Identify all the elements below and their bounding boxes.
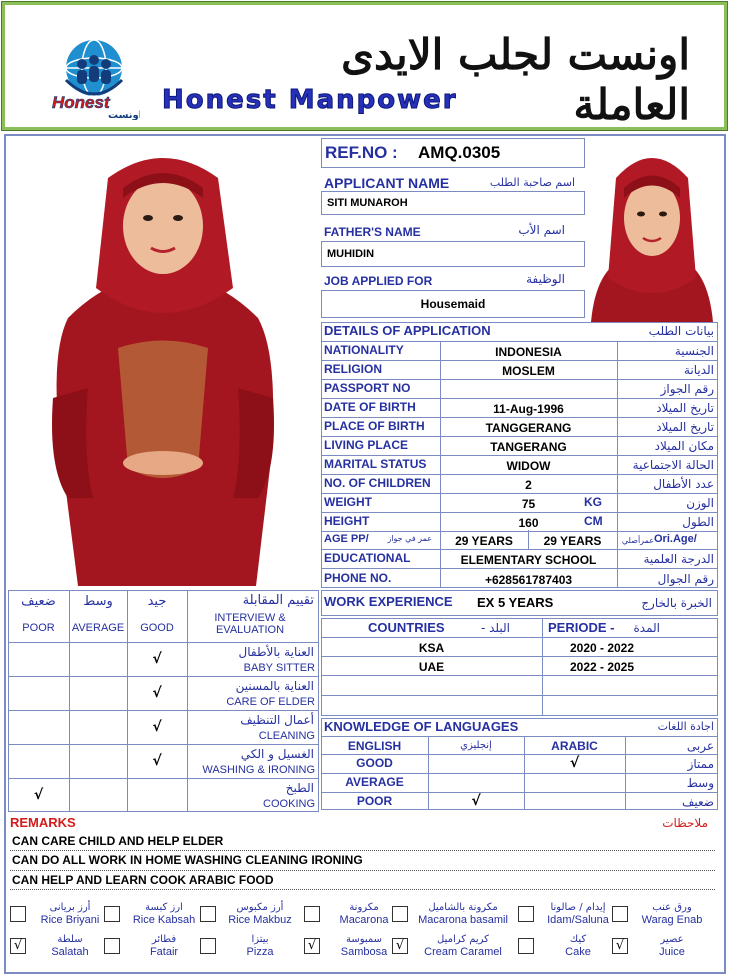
arabic-header-ar: عربى <box>686 739 714 753</box>
applicant-name-label-ar: اسم صاحبة الطلب <box>489 176 575 189</box>
job-applied-value: Housemaid <box>420 297 486 311</box>
age-ori-label-ar: عمرأصلي <box>621 536 654 545</box>
detail-label-ar: رقم الجواز <box>660 382 714 396</box>
interview-title: INTERVIEW & EVALUATION <box>214 612 286 636</box>
good-header-ar: جيد <box>147 594 167 609</box>
food-name-ar: بيتزا <box>251 934 269 945</box>
detail-label-ar: مكان الميلاد <box>654 439 714 453</box>
job-applied-label-ar: الوظيفة <box>526 272 565 286</box>
details-title-ar: بيانات الطلب <box>648 324 714 338</box>
detail-label: HEIGHT <box>324 514 370 528</box>
detail-value: INDONESIA <box>495 345 562 359</box>
food-checkbox[interactable]: √ <box>10 938 26 954</box>
detail-label-ar: عدد الأطفال <box>653 477 714 491</box>
food-name-ar: سلطة <box>57 934 83 945</box>
interview-skill-ar: العناية بالمسنين <box>235 679 314 693</box>
detail-label: PLACE OF BIRTH <box>324 419 425 433</box>
detail-label: MARITAL STATUS <box>324 457 427 471</box>
countries-header-ar: البلد - <box>480 621 510 635</box>
fathers-name-label-ar: اسم الأب <box>518 223 565 237</box>
interview-skill-ar: أعمال التنظيف <box>240 713 314 727</box>
good-header: GOOD <box>140 622 174 634</box>
interview-good-mark: √ <box>152 753 162 769</box>
age-pp-value: 29 YEARS <box>455 534 513 548</box>
interview-skill-ar: العناية بالأطفال <box>238 645 314 659</box>
languages-title: KNOWLEDGE OF LANGUAGES <box>324 719 519 734</box>
detail-label-ar: الوزن <box>686 496 714 510</box>
detail-label: WEIGHT <box>324 495 372 509</box>
language-level-label: POOR <box>356 794 393 808</box>
food-checkbox[interactable] <box>392 906 408 922</box>
detail-label-ar: تاريخ الميلاد <box>656 401 714 415</box>
detail-label: NO. OF CHILDREN <box>324 476 431 490</box>
age-ori-value: 29 YEARS <box>543 534 602 548</box>
interview-good-mark: √ <box>152 719 162 735</box>
headshot-photo <box>586 138 718 322</box>
food-checkbox[interactable] <box>612 906 628 922</box>
interview-skill-label: COOKING <box>263 798 315 810</box>
food-name: Salatah <box>51 946 89 958</box>
detail-value: 11-Aug-1996 <box>493 402 564 416</box>
interview-title-ar: تقييم المقابلة <box>242 593 314 608</box>
applicant-name-label: APPLICANT NAME <box>324 175 450 191</box>
detail-value: MOSLEM <box>502 364 555 378</box>
food-checkbox[interactable] <box>104 938 120 954</box>
education-label-ar: الدرجة العلمية <box>643 552 714 566</box>
work-experience-label: WORK EXPERIENCE <box>324 594 453 609</box>
language-level-label: GOOD <box>356 756 393 770</box>
interview-skill-label: CARE OF ELDER <box>226 696 315 708</box>
fathers-name-value: MUHIDIN <box>327 248 375 260</box>
age-ori-label: Ori.Age/ <box>654 533 697 545</box>
work-country-1: KSA <box>418 641 445 655</box>
food-name: Sambosa <box>340 946 388 958</box>
phone-label: PHONE NO. <box>324 571 392 585</box>
food-name-ar: مكرونة بالشاميل <box>428 902 498 913</box>
detail-label-ar: الديانة <box>683 363 714 377</box>
phone-label-ar: رقم الجوال <box>657 572 714 586</box>
work-country-2: UAE <box>418 660 445 674</box>
ref-value: AMQ.0305 <box>418 143 501 162</box>
remark-line: CAN DO ALL WORK IN HOME WASHING CLEANING IRONING <box>12 853 363 867</box>
food-name: Rice Makbuz <box>228 914 292 926</box>
interview-skill-ar: الطبخ <box>285 781 314 795</box>
average-header-ar: وسط <box>83 594 113 609</box>
detail-label-ar: الجنسية <box>674 344 714 358</box>
poor-header: POOR <box>22 622 55 634</box>
food-name: Cake <box>565 946 591 958</box>
food-name: Juice <box>659 946 685 958</box>
remark-line: CAN CARE CHILD AND HELP ELDER <box>12 834 224 848</box>
food-name-ar: كريم كراميل <box>437 934 489 945</box>
interview-poor-mark: √ <box>33 787 44 803</box>
food-name: Pizza <box>246 946 274 958</box>
period-header: PERIODE - <box>548 620 615 635</box>
food-name-ar: ارز كبسة <box>145 902 183 913</box>
food-checkbox[interactable] <box>518 906 534 922</box>
detail-unit: KG <box>584 495 602 509</box>
languages-title-ar: اجادة اللغات <box>657 720 714 733</box>
age-pp-label-ar: عمر في جواز <box>387 534 432 543</box>
food-name-ar: ورق عنب <box>652 902 692 913</box>
phone-value: +628561787403 <box>484 573 573 587</box>
company-name-english: Honest Manpower <box>162 85 458 115</box>
detail-label-ar: تاريخ الميلاد <box>656 420 714 434</box>
age-pp-label: AGE PP/ <box>324 533 369 545</box>
interview-skill-label: CLEANING <box>258 730 315 742</box>
detail-label: LIVING PLACE <box>324 438 409 452</box>
detail-value: 2 <box>525 478 532 492</box>
food-name: Rice Kabsah <box>132 914 196 926</box>
food-name-ar: إيدام / صالونا <box>550 902 606 913</box>
job-applied-label: JOB APPLIED FOR <box>324 274 433 288</box>
work-period-1: 2020 - 2022 <box>569 641 635 655</box>
interview-good-mark: √ <box>152 685 162 701</box>
detail-value: WIDOW <box>506 459 551 473</box>
language-level-label: AVERAGE <box>345 775 404 789</box>
food-checkbox[interactable]: √ <box>392 938 408 954</box>
education-label: EDUCATIONAL <box>324 551 411 565</box>
applicant-name-value: SITI MUNAROH <box>327 197 408 209</box>
food-name-ar: عصير <box>660 934 684 945</box>
language-level-label-ar: ممتاز <box>687 757 714 771</box>
remarks-title: REMARKS <box>10 815 76 830</box>
food-name: Cream Caramel <box>424 946 502 958</box>
food-name-ar: أرز بريانى <box>49 902 91 913</box>
food-name-ar: كيك <box>569 934 587 945</box>
countries-header: COUNTRIES <box>368 620 445 635</box>
food-name-ar: فطائر <box>151 934 177 945</box>
detail-value: 160 <box>518 516 539 530</box>
company-name-arabic: اونست لجلب الايدى العاملة <box>341 30 690 129</box>
remark-line: CAN HELP AND LEARN COOK ARABIC FOOD <box>12 873 274 887</box>
food-checkbox[interactable] <box>10 906 26 922</box>
period-header-ar: المدة <box>633 621 660 635</box>
detail-label: NATIONALITY <box>324 343 404 357</box>
food-name-ar: أرز مكبوس <box>236 902 284 913</box>
arabic-level-mark: √ <box>569 755 580 771</box>
education-value: ELEMENTARY SCHOOL <box>460 553 597 567</box>
average-header: AVERAGE <box>71 622 125 634</box>
food-name-ar: مكرونة <box>349 902 379 913</box>
logo-text: Honest <box>52 93 110 112</box>
food-checkbox[interactable] <box>104 906 120 922</box>
interview-skill-label: WASHING & IRONING <box>202 764 315 776</box>
interview-good-mark: √ <box>152 651 162 667</box>
food-name: Macarona basamil <box>418 914 508 926</box>
detail-label-ar: الحالة الاجتماعية <box>632 458 714 472</box>
food-name: Fatair <box>149 946 179 958</box>
ref-label: REF.NO : <box>325 143 398 162</box>
work-experience-label-ar: الخبرة بالخارج <box>641 596 712 610</box>
work-experience-value: EX 5 YEARS <box>477 595 554 610</box>
detail-label: PASSPORT NO <box>324 381 411 395</box>
food-name: Rice Briyani <box>40 914 100 926</box>
food-checkbox[interactable] <box>518 938 534 954</box>
detail-value: 75 <box>521 497 536 511</box>
detail-label: RELIGION <box>324 362 383 376</box>
full-body-photo <box>8 138 318 586</box>
detail-value: TANGGERANG <box>485 421 572 435</box>
language-level-label-ar: ضعيف <box>681 795 714 809</box>
remarks-title-ar: ملاحظات <box>662 816 708 830</box>
fathers-name-label: FATHER'S NAME <box>324 225 421 239</box>
food-checkbox[interactable]: √ <box>612 938 628 954</box>
food-checkbox[interactable]: √ <box>304 938 320 954</box>
details-title: DETAILS OF APPLICATION <box>324 323 491 338</box>
food-checkbox[interactable] <box>200 906 216 922</box>
detail-label-ar: الطول <box>682 515 714 529</box>
work-period-2: 2022 - 2025 <box>569 660 635 674</box>
food-name: Warag Enab <box>641 914 703 926</box>
arabic-header: ARABIC <box>551 739 598 753</box>
food-checkbox[interactable] <box>304 906 320 922</box>
detail-unit: CM <box>584 514 603 528</box>
food-name-ar: سمبوسة <box>345 934 383 945</box>
company-logo <box>48 38 140 120</box>
english-header-ar: إنجليزي <box>460 740 492 751</box>
food-name: Idam/Saluna <box>547 914 609 926</box>
logo-arabic-text: اونست <box>108 110 140 120</box>
detail-value: TANGERANG <box>490 440 567 454</box>
food-name: Macarona <box>339 914 389 926</box>
language-level-label-ar: وسط <box>686 776 714 790</box>
food-checkbox[interactable] <box>200 938 216 954</box>
interview-skill-ar: الغسيل و الكي <box>240 747 314 761</box>
detail-label: DATE OF BIRTH <box>324 400 416 414</box>
english-header: ENGLISH <box>347 739 402 753</box>
poor-header-ar: ضعيف <box>21 594 56 609</box>
interview-skill-label: BABY SITTER <box>243 662 315 674</box>
english-level-mark: √ <box>471 793 481 809</box>
